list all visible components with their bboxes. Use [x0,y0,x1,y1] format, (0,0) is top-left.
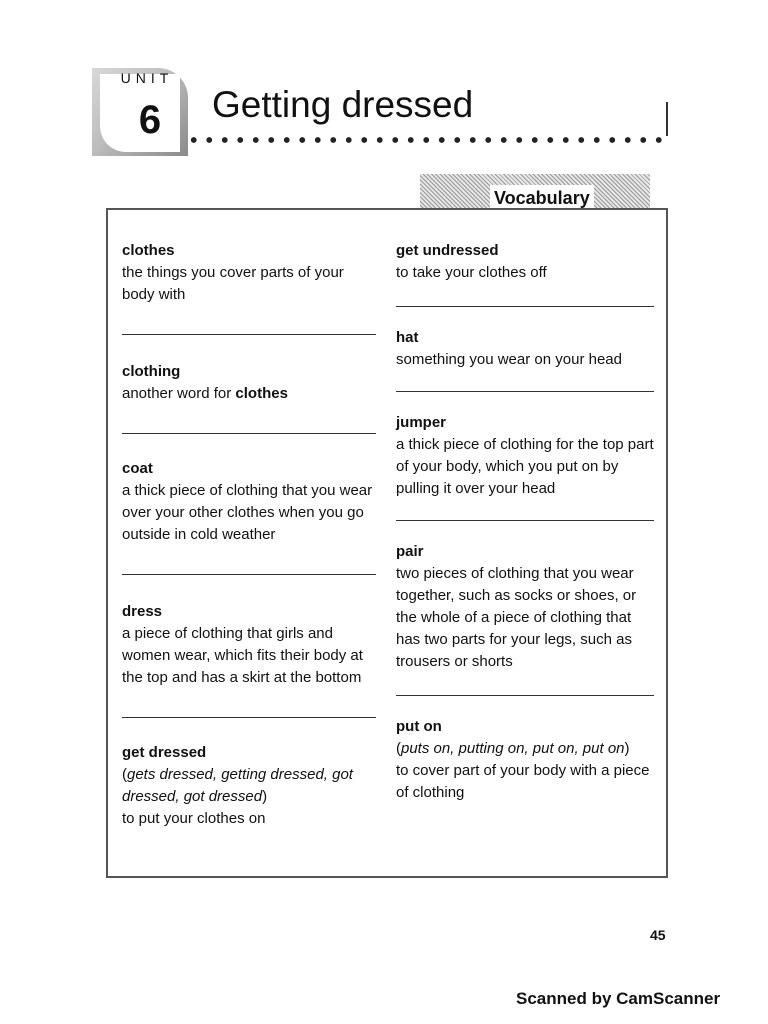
unit-label: UNIT [120,70,174,86]
scanner-credit: Scanned by CamScanner [516,989,721,1008]
headword: dress [122,603,163,620]
section-label: Vocabulary [490,185,594,211]
title-dotted-rule [186,135,670,145]
vocab-entry [396,412,658,500]
definition: to put your clothes on [122,810,266,827]
headword: clothing [122,363,181,380]
word-forms: (puts on, putting on, put on, put on) [396,740,630,757]
page-title: Getting dressed [212,84,474,125]
headword: get dressed [122,744,207,761]
vocab-entry [122,601,380,689]
definition: another word for clothes [122,385,288,402]
headword: jumper [396,414,447,431]
word-forms: (gets dressed, getting dressed, got dressed, got dressed) [122,766,353,805]
definition: a thick piece of clothing for the top part of your body, which you put on by pulling it over your head [396,436,654,497]
vocab-entry [396,716,658,804]
vocab-entry [122,742,380,830]
definition: the things you cover parts of your body with [122,264,344,303]
unit-number: 6 [138,98,162,142]
cross-reference: clothes [235,385,288,402]
entry-divider [396,695,654,696]
title-rule-end [666,102,668,136]
definition: to take your clothes off [396,264,547,281]
entry-divider [122,717,376,718]
entry-divider [122,334,376,335]
vocab-entry [122,240,380,306]
vocab-entry [122,458,380,546]
headword: put on [396,718,442,735]
entry-divider [122,433,376,434]
vocab-entry [396,541,658,673]
headword: pair [396,543,424,560]
definition: two pieces of clothing that you wear together, such as socks or shoes, or the whole of a piece of clothing that has two parts for your legs, such as trousers or shorts [396,565,637,670]
vocab-entry [396,240,658,284]
headword: clothes [122,242,175,259]
headword: get undressed [396,242,499,259]
definition: to cover part of your body with a piece of clothing [396,762,650,801]
headword: hat [396,329,419,346]
definition: a piece of clothing that girls and women wear, which fits their body at the top and has a skirt at the bottom [122,625,363,686]
entry-divider [122,574,376,575]
definition: something you wear on your head [396,351,622,368]
vocab-entry [396,327,658,371]
definition: a thick piece of clothing that you wear over your other clothes when you go outside in cold weather [122,482,373,543]
vocabulary-column-left [122,240,380,830]
headword: coat [122,460,153,477]
vocab-entry [122,361,380,405]
entry-divider [396,306,654,307]
vocabulary-column-right [396,240,658,804]
entry-divider [396,520,654,521]
page-number: 45 [650,927,666,943]
entry-divider [396,391,654,392]
